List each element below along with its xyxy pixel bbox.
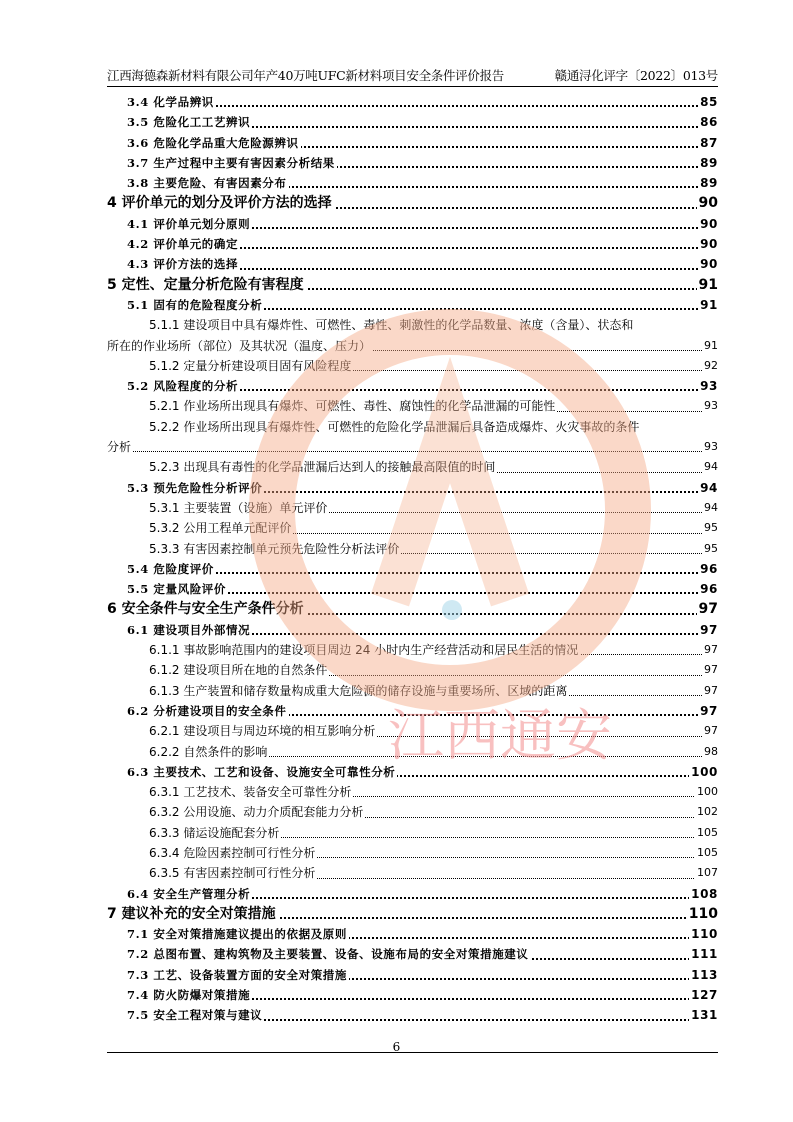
toc-page-number: 95 — [702, 518, 718, 538]
toc-entry-text: 5.1.1 建设项目中具有爆炸性、可燃性、毒性、刺激性的化学品数量、浓度（含量）、状态和 — [149, 315, 633, 335]
toc-entry[interactable] — [107, 315, 718, 356]
toc-page-number: 94 — [702, 457, 718, 477]
table-of-contents — [107, 92, 718, 1026]
toc-entry-text: 5.1.2 定量分析建设项目固有风险程度 — [149, 358, 352, 373]
toc-page-number: 105 — [695, 843, 718, 863]
toc-page-number: 111 — [689, 944, 718, 964]
toc-entry-text: 4.1 评价单元划分原则 — [127, 216, 251, 231]
toc-entry[interactable] — [107, 660, 718, 680]
toc-entry-text: 3.7 生产过程中主要有害因素分析结果 — [127, 155, 335, 170]
toc-entry[interactable] — [107, 640, 718, 660]
document-number: 赣通浔化评字〔2022〕013号 — [554, 68, 718, 83]
toc-page-number: 113 — [689, 965, 718, 985]
toc-page-number: 91 — [697, 275, 718, 295]
toc-entry-text: 5.2 风险程度的分析 — [127, 379, 239, 394]
toc-page-number: 97 — [702, 640, 718, 660]
toc-entry-text: 7.2 总图布置、建构筑物及主要装置、设备、设施布局的安全对策措施建议 — [127, 947, 529, 962]
toc-page-number: 110 — [687, 904, 718, 924]
toc-entry-text: 7.1 安全对策措施建议提出的依据及原则 — [127, 927, 348, 942]
toc-entry[interactable] — [107, 193, 718, 213]
toc-entry[interactable] — [107, 518, 718, 538]
toc-entry[interactable] — [107, 112, 718, 132]
toc-page-number: 90 — [698, 254, 718, 274]
toc-page-number: 97 — [698, 701, 718, 721]
toc-entry[interactable] — [107, 356, 718, 376]
toc-page-number: 86 — [698, 112, 718, 132]
toc-entry[interactable] — [107, 721, 718, 741]
toc-page-number: 97 — [702, 681, 718, 701]
toc-entry-text: 5.2.1 作业场所出现具有爆炸、可燃性、毒性、腐蚀性的化学品泄漏的可能性 — [149, 399, 556, 414]
toc-entry[interactable] — [107, 843, 718, 863]
toc-entry-text: 3.8 主要危险、有害因素分布 — [127, 176, 287, 191]
toc-entry[interactable] — [107, 173, 718, 193]
toc-page-number: 100 — [695, 782, 718, 802]
toc-entry[interactable] — [107, 275, 718, 295]
toc-entry-text: 3.4 化学品辨识 — [127, 95, 214, 109]
toc-entry[interactable] — [107, 904, 718, 924]
toc-entry[interactable] — [107, 620, 718, 640]
toc-entry-text: 5.3.1 主要装置（设施）单元评价 — [149, 500, 328, 515]
footer-rule — [107, 1052, 718, 1053]
toc-page-number: 97 — [698, 620, 718, 640]
toc-entry-text: 6.4 安全生产管理分析 — [127, 886, 251, 901]
toc-entry-text: 6.3.5 有害因素控制可行性分析 — [149, 866, 316, 881]
toc-entry-text: 5 定性、定量分析危险有害程度 — [107, 276, 304, 293]
seal-text: 江西通安 — [388, 704, 612, 769]
toc-page-number: 98 — [702, 742, 718, 762]
toc-entry[interactable] — [107, 92, 718, 112]
toc-entry[interactable] — [107, 254, 718, 274]
toc-page-number: 90 — [698, 234, 718, 254]
toc-entry-text: 6 安全条件与安全生产条件分析 — [107, 601, 304, 618]
toc-entry-text: 7 建议补充的安全对策措施 — [107, 905, 276, 922]
toc-entry-text: 7.3 工艺、设备装置方面的安全对策措施 — [127, 967, 348, 982]
toc-page-number: 97 — [702, 721, 718, 741]
toc-entry[interactable] — [107, 802, 718, 822]
toc-page-number: 95 — [702, 539, 718, 559]
toc-entry-text: 6.1.3 生产装置和储存数量构成重大危险源的储存设施与重要场所、区域的距离 — [149, 683, 568, 698]
toc-entry-text: 6.2 分析建设项目的安全条件 — [127, 703, 287, 718]
toc-entry[interactable] — [107, 214, 718, 234]
toc-entry[interactable] — [107, 295, 718, 315]
toc-page-number: 97 — [697, 599, 718, 619]
toc-page-number: 110 — [689, 924, 718, 944]
toc-entry[interactable] — [107, 863, 718, 883]
toc-entry[interactable] — [107, 376, 718, 396]
toc-page-number: 87 — [698, 133, 718, 153]
toc-entry[interactable] — [107, 457, 718, 477]
toc-entry-text: 5.3.3 有害因素控制单元预先危险性分析法评价 — [149, 541, 400, 556]
toc-page-number: 105 — [695, 823, 718, 843]
toc-entry[interactable] — [107, 234, 718, 254]
report-title: 江西海德森新材料有限公司年产40万吨UFC新材料项目安全条件评价报告 — [107, 68, 504, 83]
toc-entry[interactable] — [107, 944, 718, 964]
toc-page-number: 89 — [698, 153, 718, 173]
toc-page-number: 96 — [698, 579, 718, 599]
toc-entry[interactable] — [107, 884, 718, 904]
toc-entry-text: 5.1 固有的危险程度分析 — [127, 297, 263, 312]
toc-entry-text: 6.2.1 建设项目与周边环境的相互影响分析 — [149, 724, 376, 739]
toc-entry-text-continued: 所在的作业场所（部位）及其状况（温度、压力） — [107, 338, 372, 353]
toc-entry-text: 6.3.2 公用设施、动力介质配套能力分析 — [149, 805, 364, 820]
toc-entry-text: 7.4 防火防爆对策措施 — [127, 988, 251, 1003]
toc-entry[interactable] — [107, 579, 718, 599]
toc-page-number: 97 — [702, 660, 718, 680]
toc-page-number: 89 — [698, 173, 718, 193]
toc-entry-text: 5.2.2 作业场所出现具有爆炸性、可燃性的危险化学品泄漏后具备造成爆炸、火灾事故的条件 — [149, 417, 639, 437]
toc-page-number: 91 — [698, 295, 718, 315]
toc-page-number: 94 — [702, 498, 718, 518]
toc-page-number: 100 — [689, 762, 718, 782]
dot-leader — [107, 451, 718, 452]
toc-entry-text: 5.5 定量风险评价 — [127, 582, 227, 597]
toc-entry-text: 6.3.3 储运设施配套分析 — [149, 825, 280, 840]
toc-entry[interactable] — [107, 539, 718, 559]
toc-entry[interactable] — [107, 133, 718, 153]
toc-entry-text: 4 评价单元的划分及评价方法的选择 — [107, 195, 332, 212]
toc-page-number: 94 — [698, 478, 718, 498]
toc-entry[interactable] — [107, 681, 718, 701]
toc-entry[interactable] — [107, 153, 718, 173]
toc-entry[interactable] — [107, 559, 718, 579]
toc-entry-text: 5.2.3 出现具有毒性的化学品泄漏后达到人的接触最高限值的时间 — [149, 460, 496, 475]
toc-entry[interactable] — [107, 924, 718, 944]
toc-entry-text: 6.3.1 工艺技术、装备安全可靠性分析 — [149, 785, 352, 800]
toc-page-number: 93 — [702, 437, 718, 457]
toc-entry-text: 3.6 危险化学品重大危险源辨识 — [127, 135, 299, 150]
toc-entry[interactable] — [107, 965, 718, 985]
toc-entry[interactable] — [107, 1005, 718, 1025]
toc-entry[interactable] — [107, 417, 718, 458]
toc-page-number: 85 — [698, 92, 718, 112]
toc-entry[interactable] — [107, 396, 718, 416]
toc-entry[interactable] — [107, 823, 718, 843]
toc-entry[interactable] — [107, 762, 718, 782]
toc-entry[interactable] — [107, 478, 718, 498]
toc-page-number: 96 — [698, 559, 718, 579]
toc-page-number: 93 — [698, 376, 718, 396]
toc-entry[interactable] — [107, 498, 718, 518]
toc-entry-text: 3.5 危险化工工艺辨识 — [127, 115, 251, 130]
toc-page-number: 131 — [689, 1005, 718, 1025]
toc-entry-text: 4.3 评价方法的选择 — [127, 257, 239, 272]
toc-page-number: 108 — [689, 884, 718, 904]
toc-entry-text: 7.5 安全工程对策与建议 — [127, 1008, 263, 1023]
toc-entry[interactable] — [107, 985, 718, 1005]
toc-entry-text: 5.4 危险度评价 — [127, 561, 214, 576]
toc-entry-text: 6.1.1 事故影响范围内的建设项目周边 24 小时内生产经营活动和居民生活的情况 — [149, 643, 579, 658]
toc-entry-text: 6.1.2 建设项目所在地的自然条件 — [149, 663, 328, 678]
toc-entry-text: 5.3 预先危险性分析评价 — [127, 480, 263, 495]
toc-entry-text: 4.2 评价单元的确定 — [127, 237, 239, 252]
toc-entry-text: 6.1 建设项目外部情况 — [127, 622, 251, 637]
toc-entry-text-continued: 分析 — [107, 440, 132, 455]
toc-page-number: 92 — [702, 356, 718, 376]
toc-entry-text: 6.2.2 自然条件的影响 — [149, 744, 268, 759]
toc-entry[interactable] — [107, 599, 718, 619]
toc-entry-text: 5.3.2 公用工程单元配评价 — [149, 521, 292, 536]
toc-page-number: 91 — [702, 336, 718, 356]
toc-entry[interactable] — [107, 782, 718, 802]
toc-page-number: 127 — [689, 985, 718, 1005]
toc-page-number: 93 — [702, 396, 718, 416]
toc-page-number: 107 — [695, 863, 718, 883]
toc-page-number: 90 — [698, 214, 718, 234]
toc-entry[interactable] — [107, 742, 718, 762]
toc-entry-text: 6.3 主要技术、工艺和设备、设施安全可靠性分析 — [127, 764, 396, 779]
page-header — [107, 68, 718, 87]
toc-page-number: 102 — [695, 802, 718, 822]
toc-page-number: 90 — [697, 193, 718, 213]
toc-entry[interactable] — [107, 701, 718, 721]
page-number: 6 — [392, 1040, 401, 1054]
toc-entry-text: 6.3.4 危险因素控制可行性分析 — [149, 845, 316, 860]
